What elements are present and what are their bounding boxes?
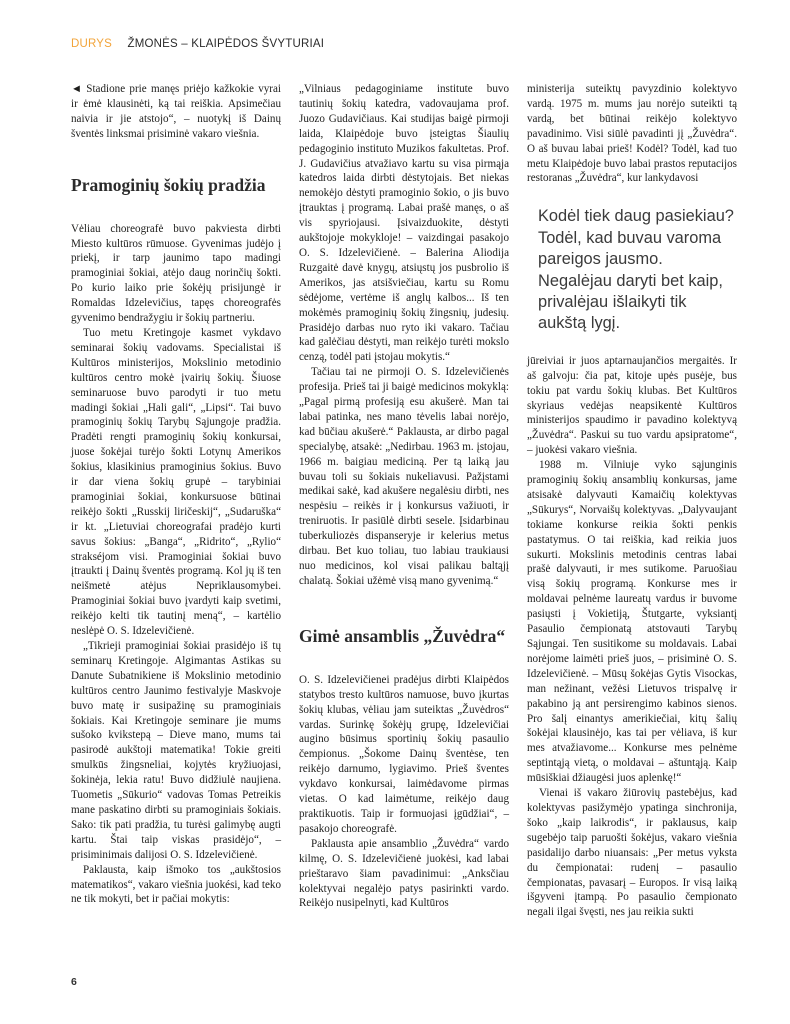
body-paragraph: 1988 m. Vilniuje vyko sąjunginis pramoginių šokių ansamblių konkursas, jame atsisakė dalyvauti Kamaičių kolektyvas „Sūkurys“, Norvaišų kolektyvas. „Dalyvaujant tokiame konkurse reikia šokti penkis pastatymus. O tai reiškia, kad reikia juos sukurti. Mokslinis metodinis centras labai prašė dalyvauti, ir mes sutikome. Paruošiau visą šokių programą. Konkurse mes ir moldavai pelnėme laureatų vardus ir buvome pasiųsti į Vokietiją, Štutgarte, vyksiantį Pasaulio čempionatą atstovauti Tarybų Sąjungai. Ten susitikome su moldavais. Labai norėjome laimėti prieš juos, – prisiminė O. S. Idzelevičienė. – Mūsų šokėjas Gytis Visockas, man nežinant, vežėsi Lietuvos trispalvę ir pakabino ją ant persirengimo kabinos sienos. Pro šalį einantys amerikiečiai, kitų šalių šokėjai klausinėjo, kas tai per vėliava, iš kur mes atvažiavome... Konkurse mes pelnėme septintąją vietą, o moldavai – aštuntąją. Kaip mūsiškiai džiaugėsi juos aplenkę!“ [527,459,737,785]
body-paragraph: Paklausta, kaip išmoko tos „aukštosios matematikos“, vakaro viešnia juokési, kad teko ne tik mokyti, bet ir pačiai mokytis: [71,863,281,906]
column-1 [71,82,281,907]
intro-paragraph: ◄ Stadione prie manęs priėjo kažkokie vyrai ir ėmė klausinėti, ką tai reiškia. Apsimečiau naivia ir jie atstojo“, – nuotykį iš Dainų šventės linksmai prisiminė vakaro viešnia. [71,83,281,140]
column-2 [299,82,509,911]
body-paragraph: ministerija suteiktų pavyzdinio kolektyvo vardą. 1975 m. mums jau norėjo suteikti tą vardą, bet būtinai reikėjo kolektyvo pavadinimo. Visi siūlė pavadinti jį „Žuvėdra“. O aš buvau labai prieš! Kodėl? Todėl, kad tuo metu Klaipėdoje buvo labai prastos reputacijos restoranas „Žuvėdra“, kur lankydavosi [527,83,737,185]
body-paragraph: O. S. Idzelevičienei pradėjus dirbti Klaipėdos statybos tresto kultūros namuose, buvo įkurtas šokių klubas, vėliau jam suteiktas „Žuvėdros“ vardas. Surinkę šokėjų grupę, Idzelevičiai augino būsimus sportinių šokių pasaulio čempionus. „Šokome Dainų šventėse, ten reikėjo darnumo, lygiavimo. Prieš šventes vykdavo konkursai, laimėdavome pirmas vietas. O kad laimėtume, reikėjo daug praktikuotis. Taip ir formuojasi įgūdžiai“, – pasakojo choreografė. [299,673,509,835]
body-paragraph: Paklausta apie ansamblio „Žuvėdra“ vardo kilmę, O. S. Idzelevičienė juokėsi, kad labai prieštaravo šiam pavadinimui: „Anksčiau kolektyvai negalėjo patys pasirinkti vardo. Reikėjo nusipelnyti, kad Kultūros [299,837,509,910]
body-paragraph: Tuo metu Kretingoje kasmet vykdavo seminarai šokių vadovams. Specialistai iš Kultūros ministerijos, Mokslinio metodinio kultūros centro mokė įvairių šokių. Šiuose seminaruose buvo parodyti ir tuo metu madingi šokiai „Hali gali“, „Lipsi“. Tai buvo pramoginių šokių Tarybų Sąjungoje pradžia. Pradėti rengti pramoginių šokių konkursai, juose šokėjai turėjo šokti Lotynų Amerikos šokius, klasikinius pramoginius šokius. Buvo ir dar viena šokių grupė – tarybiniai pramoginiai šokiai, konkursuose būtinai reikėjo šokti „Russkij liričeskij“, „Sudaruška“ ir kt. „Lietuviai choreografai pradėjo kurti savus šokius: „Banga“, „Ridrito“, „Rylio“ strakséjom visi. Pramoginiai šokiai buvo įtraukti į Dainų šventės programą. Kol jų iš ten neišmetė atėjus Nepriklausomybei. Pramoginiai šokiai buvo įvardyti kaip svetimi, reikėjo kelti tik tautinį meną“, – kartėlio neslėpė O. S. Idzelevičienė. [71,326,281,638]
section-heading: Gimė ansamblis „Žuvėdra“ [299,625,506,646]
pull-quote: Kodėl tiek daug pasiekiau? Todėl, kad buvau varoma pareigos jausmo. Negalėjau daryti bet kaip, privalėjau išlaikyti tik aukštą lygį. [538,207,734,333]
page-number: 6 [71,976,77,988]
body-paragraph: „Vilniaus pedagoginiame institute buvo tautinių šokių katedra, vadovaujama prof. Juozo Gudavičiaus. Kai studijas baigė pirmoji laida, Klaipėdoje buvo įsteigtas Šiaulių pedagoginio instituto Muzikos fakultetas. Prof. J. Gudavičius atvažiavo kartu su visa pirmąja katedros laida dirbti dėstytojais. Bet niekas nemokėjo dėstyti pramoginio šokio, o jis buvo įtrauktas į programą. Labai prašė manęs, o aš vis spyriojausi. Įsivaizduokite, dėstyti aukštojoje mokykloje! – vaizdingai pasakojo O. S. Idzelevičienė. – Balerina Aliodija Ruzgaitė davė knygų, atsiųstų jos pusbrolio iš Amerikos, jas atsišviečiau, kartu su Romu sėdėjome, vertėme iš anglų kalbos... Iš ten mokėmės pramoginių šokių žingsnių, judesių. Prasidėjo darbas nuo ryto iki vakaro. Tačiau kad galėčiau dėstyti, man reikėjo turėti mokslo cenzą, todėl pati įstojau mokytis.“ [299,83,509,364]
section-heading: Pramoginių šokių pradžia [71,174,266,195]
section-label: DURYS [71,38,113,50]
body-paragraph: jūreiviai ir juos aptarnaujančios mergaitės. Ir aš galvoju: čia pat, kitoje upės pusėje, bus tokiu pat vardu šokių klubas. Bet Kultūros skyriaus vedėjas neapsikentė Kultūros ministerijos spaudimo ir pavadino kolektyvą „Žuvėdra“. Paskui su tuo vardu apsipratome“, – juokėsi vakaro viešnia. [527,354,737,457]
body-paragraph: Tačiau tai ne pirmoji O. S. Idzelevičienės profesija. Prieš tai ji baigė medicinos mokyklą: „Pagal pirmą profesiją esu akušerė. Man tai labai patinka, nes mano tėvelis labai norėjo, kad būčiau akušerė.“ Paklausta, ar dirbo pagal specialybę, atsakė: „Nedirbau. 1963 m. įstojau, 1966 m. baigiau mediciną. Per tą laiką jau buvau toli su šokiais nukeliavusi. Pažįstami medikai sakė, kad akušere negalėsiu dirbti, nes nespėsiu – reikės ir į konkursus važiuoti, ir treniruotis. Ir pasiūlė dirbti sesele. Įsidarbinau tuberkuliozės dispanseryje ir kelerius metus dirbau. Bet kuo toliau, tuo labiau traukiausi nuo medicinos, kol visai palikau baltąjį chalatą. Šokiai užėmė visą mano gyvenimą.“ [299,366,509,587]
body-paragraph: Vienai iš vakaro žiūrovių pastebėjus, kad kolektyvas pasižymėjo ypatinga sinchronija, šoko „kaip laikrodis“, ir paklausus, kaip sugebėjo taip paruošti šokėjus, vakaro viešnia pasidalijo darbo niuansais: „Per metus vyksta du čempionatai: rudenį – pasaulio čempionatas, pavasarį – Europos. Ir visą laiką išgyveni įtampą. Po pasaulio čempionato negali ilgai švęsti, nes jau reikia sukti [527,787,737,919]
running-header [71,38,324,50]
body-paragraph: „Tikrieji pramoginiai šokiai prasidėjo iš tų seminarų Kretingoje. Algimantas Astikas su Danute Subatnikiene iš Mokslinio metodinio kultūros centro Jaunimo festivalyje Maskvoje buvo matę ir susipažinę su pramoginiais šokiais. Kai Kretingoje seminare jie mums sušoko kvikstepą – Dieve mano, mums tai pasirodė aukštoji matematika! Tokie greiti smulkūs žingsneliai, kojytės kryžiuojasi, šokinėja, lekia ratu! Buvo didžiulė naujiena. Tuometis „Sūkurio“ vadovas Tomas Petreikis mane paskatino dirbti su pramoginiais šokiais. Sako: tik pati pradžia, tu turėsi galimybę augti kartu. Štai taip viskas prasidėjo“, – prisiminimais dalijosi O. S. Idzelevičienė. [71,640,281,861]
column-3 [527,82,737,920]
body-paragraph: Vėliau choreografė buvo pakviesta dirbti Miesto kultūros rūmuose. Gyvenimas judėjo į priekį, ir tarp jaunimo tapo madingi pramoginiai šokiai, atėjo daug norinčių šokti. Po kurio laiko prie šokėjų prisijungė ir Romaldas Idzelevičius, tapęs choreografės gyvenimo bendražygiu ir šokių partneriu. [71,222,281,325]
article-title: ŽMONĖS – KLAIPĖDOS ŠVYTURIAI [127,38,325,50]
